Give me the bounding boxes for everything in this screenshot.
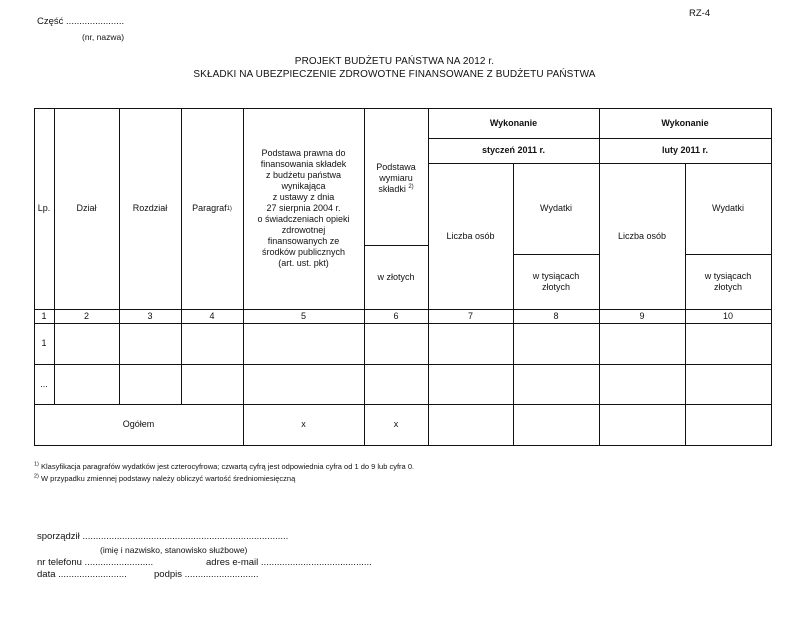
telefon-dots: .......................... bbox=[84, 557, 154, 568]
col-lp-header: Lp. bbox=[37, 203, 51, 213]
col-number: 9 bbox=[639, 310, 645, 321]
footnote-1-text: Klasyfikacja paragrafów wydatków jest czterocyfrowa; czwartą cyfrą jest odpowiednia cyfra od 1 do 9 lub cyfra 0. bbox=[40, 462, 415, 471]
group2-liczba-osob-header: Liczba osób bbox=[617, 230, 667, 241]
podstawa-prawna-line: z budżetu państwa bbox=[265, 169, 342, 180]
page-title-line1: PROJEKT BUDŻETU PAŃSTWA NA 2012 r. bbox=[294, 56, 495, 67]
telefon-label: nr telefonu bbox=[37, 557, 82, 568]
col-number: 4 bbox=[209, 310, 215, 321]
podstawa-prawna-line: o świadczeniach opieki bbox=[257, 213, 350, 224]
podstawa-prawna-line: (art. ust. pkt) bbox=[278, 257, 329, 268]
col-number: 3 bbox=[147, 310, 153, 321]
footnote-2 bbox=[34, 474, 295, 483]
col-paragraf-label: Paragraf bbox=[192, 203, 227, 213]
footnote-1 bbox=[34, 462, 414, 471]
data-dots: .......................... bbox=[58, 569, 127, 580]
col-podstawa-wymiaru-header bbox=[364, 148, 428, 208]
footnote-2-marker: 2) bbox=[34, 473, 39, 480]
telefon-line bbox=[37, 557, 153, 568]
podpis-dots: ............................ bbox=[184, 569, 259, 580]
czesc-line bbox=[37, 16, 124, 27]
group2-w-tysiacach-header bbox=[685, 254, 771, 309]
email-label: adres e-mail bbox=[206, 557, 259, 568]
sporzadzil-dots: .............................................................................. bbox=[82, 531, 289, 542]
data-label: data bbox=[37, 569, 56, 580]
group1-w-tysiacach-header bbox=[513, 254, 599, 309]
email-dots: .......................................... bbox=[260, 557, 372, 568]
col-number: 2 bbox=[83, 310, 89, 321]
group1-period: styczeń 2011 r. bbox=[481, 145, 546, 155]
footnote-1-marker: 1) bbox=[34, 461, 39, 468]
group1-title: Wykonanie bbox=[489, 117, 538, 128]
podstawa-prawna-line: 27 sierpnia 2004 r. bbox=[266, 202, 341, 213]
footnote-ref-2: 2) bbox=[408, 183, 414, 190]
col-number: 5 bbox=[300, 310, 306, 321]
podpis-label: podpis bbox=[154, 569, 182, 580]
total-x-podstawa-prawna: x bbox=[301, 419, 306, 429]
group2-period: luty 2011 r. bbox=[661, 145, 709, 155]
total-x-podstawa-wymiaru: x bbox=[393, 419, 399, 429]
czesc-hint: (nr, nazwa) bbox=[82, 32, 125, 42]
w-tysiacach-line: w tysiącach bbox=[704, 270, 752, 281]
col-podstawa-prawna-header bbox=[243, 128, 364, 288]
row1-lp: 1 bbox=[41, 338, 47, 348]
podstawa-prawna-line: finansowania składek bbox=[260, 158, 347, 169]
podstawa-prawna-line: z ustawy z dnia bbox=[272, 191, 335, 202]
footnote-2-text: W przypadku zmiennej podstawy należy obliczyć wartość średniomiesięczną bbox=[40, 474, 296, 483]
w-tysiacach-line: złotych bbox=[541, 281, 570, 292]
page-title-line2: SKŁADKI NA UBEZPIECZENIE ZDROWOTNE FINANSOWANE Z BUDŻETU PAŃSTWA bbox=[193, 69, 596, 80]
w-tysiacach-line: złotych bbox=[713, 281, 742, 292]
podstawa-wymiaru-line bbox=[378, 184, 413, 195]
sporzadzil-hint: (imię i nazwisko, stanowisko służbowe) bbox=[100, 545, 248, 555]
sporzadzil-label: sporządził bbox=[37, 531, 80, 542]
podstawa-wymiaru-label: składki bbox=[378, 183, 406, 194]
podstawa-prawna-line: środków publicznych bbox=[261, 246, 346, 257]
group2-wydatki-header: Wydatki bbox=[712, 203, 744, 213]
total-label: Ogółem bbox=[122, 419, 155, 429]
col-number: 8 bbox=[553, 310, 559, 321]
col-number: 10 bbox=[722, 310, 733, 321]
budget-table bbox=[34, 108, 772, 446]
col-dzial-header: Dział bbox=[76, 203, 97, 213]
group1-liczba-osob-header: Liczba osób bbox=[446, 230, 495, 241]
col-number: 1 bbox=[41, 310, 47, 321]
row2-lp: ... bbox=[40, 378, 48, 389]
czesc-label: Część bbox=[37, 16, 64, 27]
form-code: RZ-4 bbox=[689, 8, 711, 19]
podstawa-prawna-line: wynikająca bbox=[281, 180, 326, 191]
w-tysiacach-line: w tysiącach bbox=[532, 270, 580, 281]
czesc-dots: ...................... bbox=[66, 16, 125, 27]
podstawa-prawna-line: finansowanych ze bbox=[267, 235, 340, 246]
col-rozdzial-header: Rozdział bbox=[132, 203, 168, 213]
podstawa-prawna-line: zdrowotnej bbox=[281, 224, 326, 235]
email-line bbox=[206, 557, 372, 568]
podstawa-prawna-line: Podstawa prawna do bbox=[261, 147, 346, 158]
col-w-zlotych-header: w złotych bbox=[377, 271, 415, 282]
col-number: 6 bbox=[393, 310, 399, 321]
sporzadzil-line bbox=[37, 531, 288, 542]
group2-title: Wykonanie bbox=[661, 117, 709, 128]
podstawa-wymiaru-line: Podstawa bbox=[376, 161, 416, 172]
col-number: 7 bbox=[467, 310, 473, 321]
col-paragraf-header: Paragraf 1) bbox=[192, 203, 232, 213]
group1-wydatki-header: Wydatki bbox=[540, 203, 572, 213]
podstawa-wymiaru-line: wymiaru bbox=[379, 172, 413, 183]
data-line bbox=[37, 569, 127, 580]
podpis-line bbox=[154, 569, 259, 580]
